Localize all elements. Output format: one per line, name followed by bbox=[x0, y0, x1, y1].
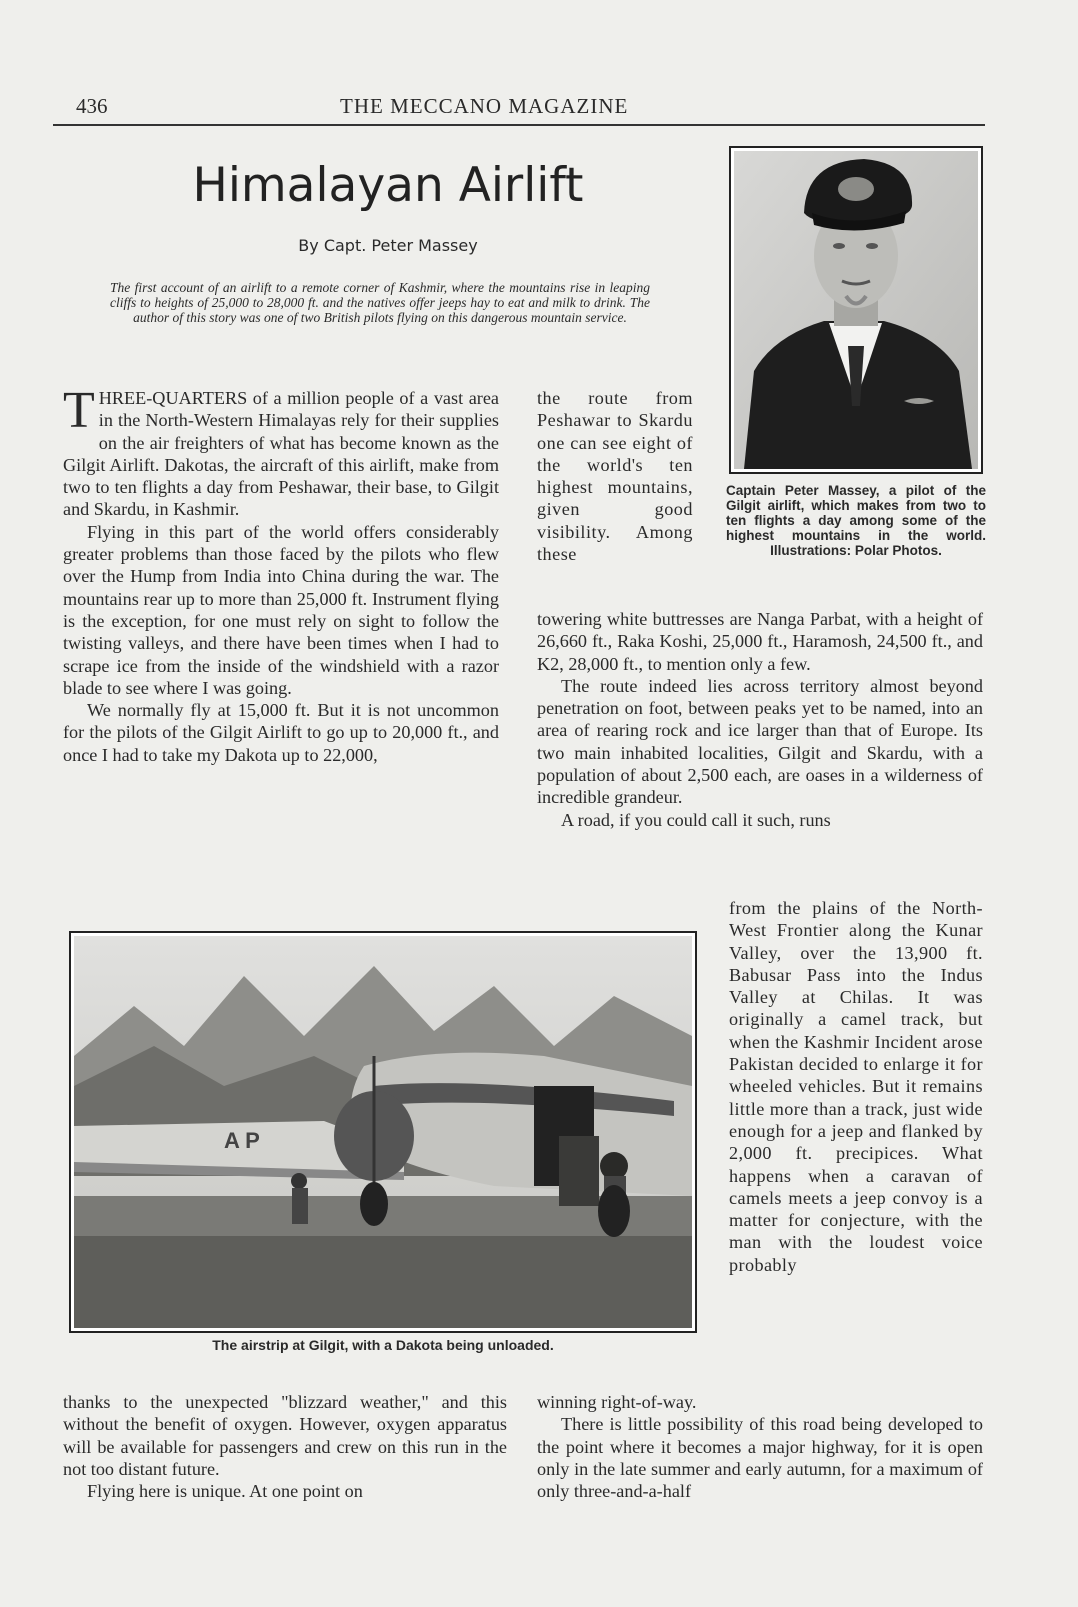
aircraft-marking: A P bbox=[224, 1128, 260, 1153]
right-narrow-text: from the plains of the North-West Frontier along the Kunar Valley, over the 13,900 ft. Babusar Pass into the Indus Valley at Chilas. It was originally a camel track, but when the Kashmir Incident arose Pakistan decided to enlarge it for wheeled vehicles. But it remains little more than a track, just wide enough for a jeep and flanked by 2,000 ft. precipices. What happens when a caravan of camels meets a jeep convoy is a matter for conjecture, with the man with the loudest voice probably bbox=[729, 898, 983, 1275]
page-number: 436 bbox=[76, 94, 108, 118]
col2-paragraph-2: The route indeed lies across territory almost beyond penetration on foot, between peaks yet to be named, into an area of rearing rock and ice larger than that of Europe. Its two main inhabited localities, Gilgit and Skardu, with a population of about 2,500 each, are oases in a wilderness of incredible grandeur. bbox=[537, 675, 983, 808]
portrait-photo bbox=[729, 146, 983, 474]
col1-paragraph-2: Flying in this part of the world offers considerably greater problems than those faced by the pilots who flew over the Hump from India into China during the war. The mountains rear up to more than 25,000 ft. Instrument flying is the exception, for one must rely on sight to follow the twisting valleys, and there have been times when I had to scrape ice from the inside of the windshield with a razor blade to see where I was going. bbox=[63, 521, 499, 698]
bottom-right-paragraph-1: winning right-of-way. bbox=[537, 1392, 697, 1412]
photo-caption: The airstrip at Gilgit, with a Dakota being unloaded. bbox=[212, 1337, 554, 1353]
col2-paragraph-1: towering white buttresses are Nanga Parbat, with a height of 26,660 ft., Raka Koshi, 25,000 ft., Haramosh, 24,500 ft., and K2, 28,000 ft., to mention only a few. bbox=[537, 609, 983, 674]
portrait-caption: Captain Peter Massey, a pilot of the Gilgit airlift, which makes from two to ten flights a day among some of the highest mountains in the world. Illustrations: Polar Photos. bbox=[726, 483, 986, 558]
bottom-left-paragraph-1: thanks to the unexpected "blizzard weather," and this without the benefit of oxygen. However, oxygen apparatus will be available for passengers and crew on this run in the not too distant future. bbox=[63, 1392, 507, 1479]
portrait-image bbox=[734, 151, 978, 469]
col1-paragraph-3: We normally fly at 15,000 ft. But it is not uncommon for the pilots of the Gilgit Airlift to go up to 20,000 ft., and once I had to take my Dakota up to 22,000, bbox=[63, 700, 499, 765]
bottom-left-paragraph-2: Flying here is unique. At one point on bbox=[87, 1481, 363, 1502]
article-byline: By Capt. Peter Massey bbox=[298, 236, 478, 255]
bottom-right-paragraph-2: There is little possibility of this road being developed to the point where it becomes a major highway, for it is open only in the late summer and early autumn, for a maximum of only three-and-a-half bbox=[537, 1414, 983, 1502]
dakota-image bbox=[74, 936, 692, 1328]
magazine-title: THE MECCANO MAGAZINE bbox=[340, 94, 629, 118]
drop-cap: T bbox=[63, 382, 95, 439]
bottom-right-column bbox=[537, 1391, 983, 1502]
header-rule bbox=[53, 124, 985, 126]
column-2-narrow bbox=[537, 387, 693, 565]
col1-paragraph-1: HREE-QUARTERS of a million people of a vast area in the North-Western Himalayas rely for their supplies on the air freighters of what has become known as the Gilgit Airlift. Dakotas, the aircraft of this airlift, make from two to ten flights a day from Peshawar, their base, to Gilgit and Skardu, in Kashmir. bbox=[63, 388, 499, 520]
column-right-narrow bbox=[729, 897, 983, 1276]
column-1 bbox=[63, 382, 499, 766]
col2-paragraph-3: A road, if you could call it such, runs bbox=[561, 809, 831, 830]
article-intro: The first account of an airlift to a remote corner of Kashmir, where the mountains rise in leaping cliffs to heights of 25,000 to 28,000 ft. and the natives offer jeeps hay to eat and milk to drink. The author of this story was one of two British pilots flying on this dangerous mountain service. bbox=[110, 280, 650, 325]
airstrip-photo bbox=[69, 931, 697, 1333]
article-title: Himalayan Airlift bbox=[192, 158, 584, 213]
col2-narrow-text: the route from Peshawar to Skardu one can see eight of the world's ten highest mountains, given good visibility. Among these bbox=[537, 388, 693, 565]
bottom-left-column bbox=[63, 1391, 507, 1502]
column-2-wide bbox=[537, 608, 983, 831]
